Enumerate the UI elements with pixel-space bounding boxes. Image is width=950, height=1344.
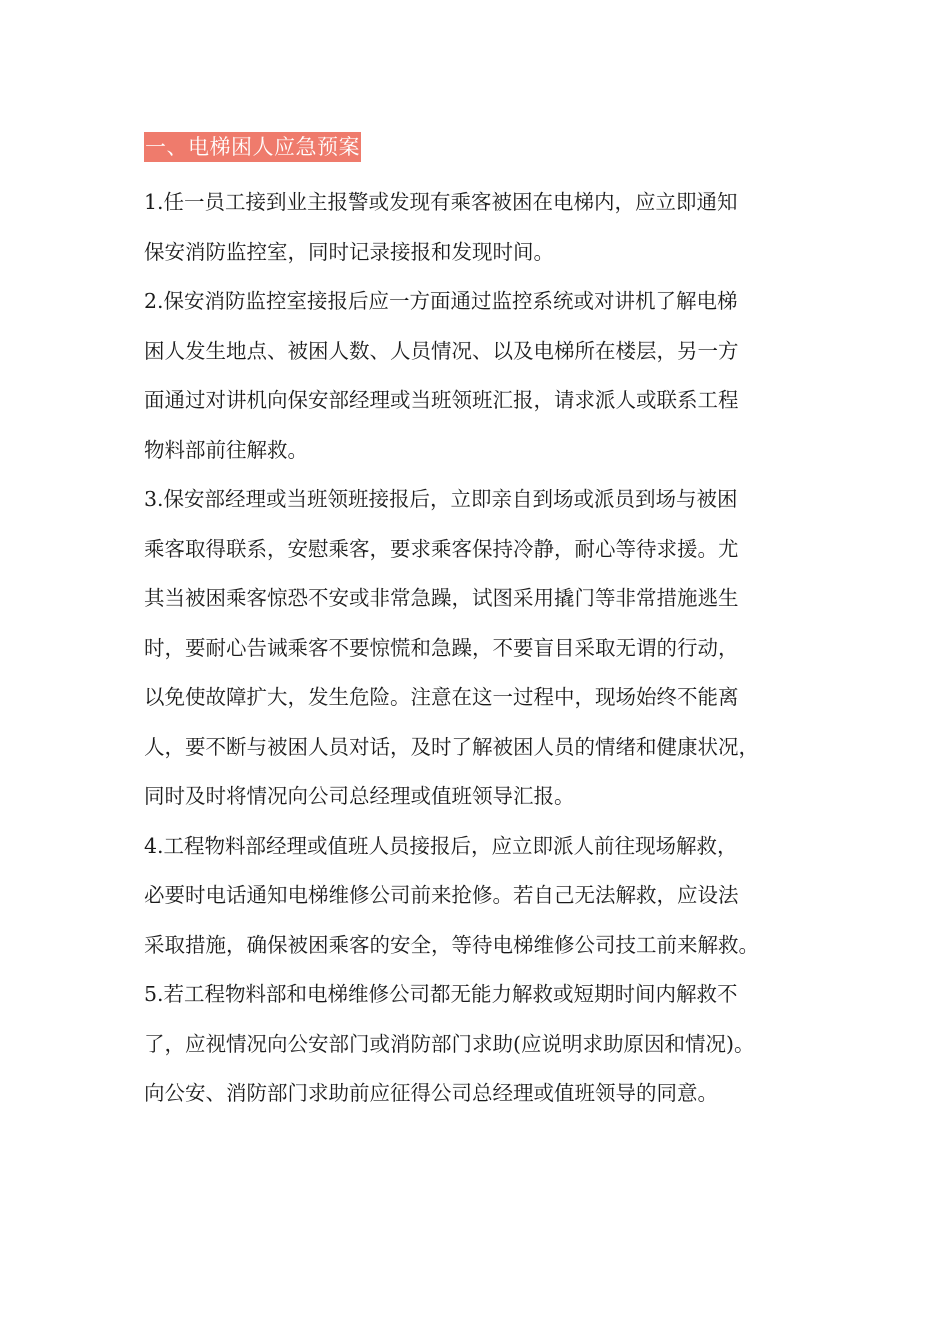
paragraph-line: 其当被困乘客惊恐不安或非常急躁，试图采用撬门等非常措施逃生	[144, 586, 739, 610]
paragraph-5	[144, 970, 812, 1119]
paragraph-line: 了，应视情况向公安部门或消防部门求助(应说明求助原因和情况)。	[144, 1031, 755, 1056]
paragraph-line: 采取措施，确保被困乘客的安全，等待电梯维修公司技工前来解救。	[144, 932, 759, 957]
paragraph-line: 同时及时将情况向公司总经理或值班领导汇报。	[144, 784, 575, 808]
paragraph-line: 3.保安部经理或当班领班接报后，立即亲自到场或派员到场与被困	[144, 487, 738, 511]
paragraph-line: 4.工程物料部经理或值班人员接报后，应立即派人前往现场解救，	[144, 833, 738, 858]
paragraph-line: 人，要不断与被困人员对话，及时了解被困人员的情绪和健康状况，	[144, 734, 759, 759]
paragraph-line: 面通过对讲机向保安部经理或当班领班汇报，请求派人或联系工程	[144, 388, 739, 412]
paragraph-1	[144, 178, 812, 277]
paragraph-line: 向公安、消防部门求助前应征得公司总经理或值班领导的同意。	[144, 1081, 718, 1105]
paragraph-line: 2.保安消防监控室接报后应一方面通过监控系统或对讲机了解电梯	[144, 289, 738, 313]
document-body	[144, 132, 812, 1119]
paragraph-line: 保安消防监控室，同时记录接报和发现时间。	[144, 239, 554, 264]
paragraph-line: 5.若工程物料部和电梯维修公司都无能力解救或短期时间内解救不	[144, 982, 738, 1006]
section-heading: 一、电梯困人应急预案	[144, 132, 361, 162]
paragraph-line: 以免使故障扩大，发生危险。注意在这一过程中，现场始终不能离	[144, 685, 739, 709]
paragraph-line: 困人发生地点、被困人数、人员情况、以及电梯所在楼层，另一方	[144, 338, 739, 363]
paragraph-3	[144, 475, 812, 822]
paragraph-line: 乘客取得联系，安慰乘客，要求乘客保持冷静，耐心等待求援。尤	[144, 536, 739, 561]
paragraph-4	[144, 822, 812, 971]
paragraph-line: 必要时电话通知电梯维修公司前来抢修。若自己无法解救，应设法	[144, 883, 739, 907]
paragraph-2	[144, 277, 812, 475]
paragraph-line: 1.任一员工接到业主报警或发现有乘客被困在电梯内，应立即通知	[144, 190, 738, 214]
paragraph-line: 物料部前往解救。	[144, 437, 308, 462]
paragraph-line: 时，要耐心告诫乘客不要惊慌和急躁，不要盲目采取无谓的行动，	[144, 635, 739, 660]
